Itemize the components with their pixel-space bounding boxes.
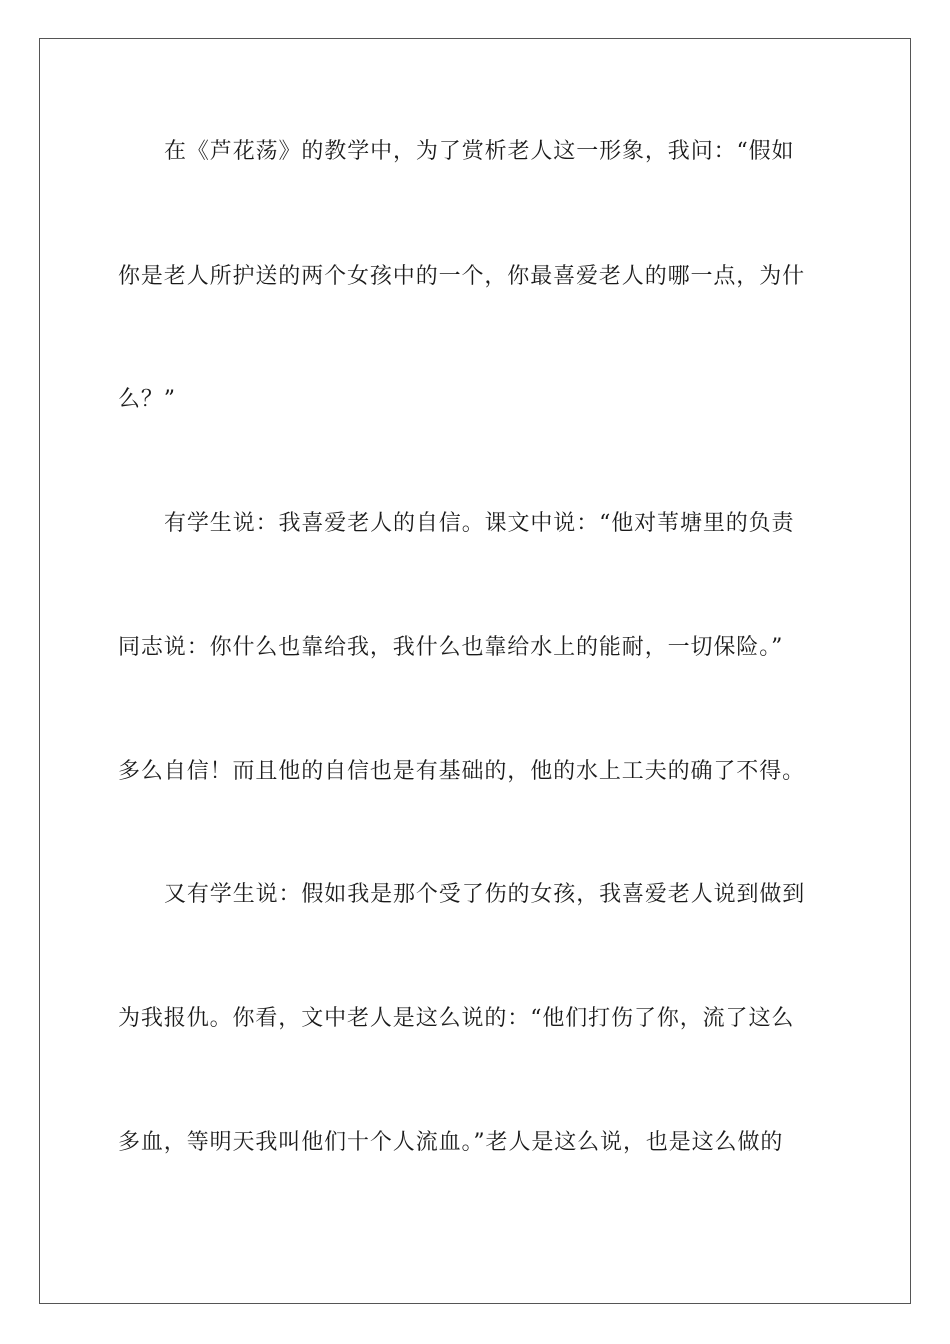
paragraph-2-line-2: 同志说：你什么也靠给我，我什么也靠给水上的能耐，一切保险。” (118, 635, 784, 660)
paragraph-3-line-2: 为我报仇。你看，文中老人是这么说的：“他们打伤了你，流了这么 (118, 1006, 795, 1031)
paragraph-2-line-1: 有学生说：我喜爱老人的自信。课文中说：“他对苇塘里的负责 (164, 511, 795, 536)
paragraph-1-line-2: 你是老人所护送的两个女孩中的一个，你最喜爱老人的哪一点，为什 (118, 264, 806, 289)
paragraph-1-line-3: 么？” (118, 387, 176, 412)
paragraph-3-line-3: 多血，等明天我叫他们十个人流血。”老人是这么说，也是这么做的 (118, 1130, 784, 1155)
paragraph-3-line-1: 又有学生说：假如我是那个受了伤的女孩，我喜爱老人说到做到 (164, 882, 806, 907)
paragraph-2-line-3: 多么自信！而且他的自信也是有基础的，他的水上工夫的确了不得。 (118, 759, 806, 784)
paragraph-1-line-1: 在《芦花荡》的教学中，为了赏析老人这一形象，我问：“假如 (164, 139, 795, 164)
page-border (39, 38, 911, 1304)
